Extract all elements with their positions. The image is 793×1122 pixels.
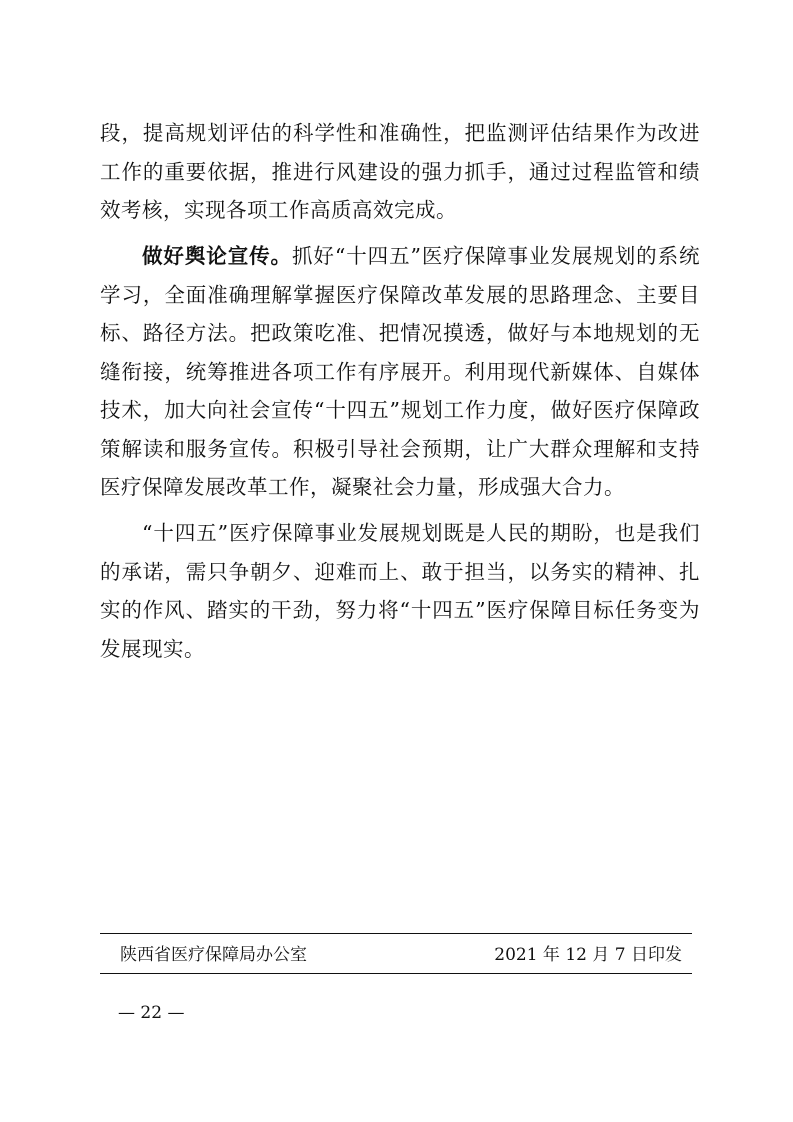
paragraph-closing: “十四五”医疗保障事业发展规划既是人民的期盼，也是我们的承诺，需只争朝夕、迎难而上、敢于担当，以务实的精神、扎实的作风、踏实的干劲，努力将“十四五”医疗保障目标任务变为发展现实。 <box>100 521 700 661</box>
page-number: — 22 — <box>118 1003 185 1023</box>
footer-issue-date: 2021 年 12 月 7 日印发 <box>494 945 682 965</box>
footer-issuance-line <box>120 943 682 967</box>
footer-issuer: 陕西省医疗保障局办公室 <box>120 945 307 965</box>
paragraph-continuation: 段，提高规划评估的科学性和准确性，把监测评估结果作为改进工作的重要依据，推进行风建设的强力抓手，通过过程监管和绩效考核，实现各项工作高质高效完成。 <box>100 121 700 222</box>
paragraph-public-opinion <box>100 237 700 507</box>
paragraph-lead-heading: 做好舆论宣传。 <box>142 244 292 268</box>
footer-bottom-rule <box>100 973 692 974</box>
footer-top-rule <box>100 933 692 934</box>
paragraph-body-text: 抓好“十四五”医疗保障事业发展规划的系统学习，全面准确理解掌握医疗保障改革发展的思路理念、主要目标、路径方法。把政策吃准、把情况摸透，做好与本地规划的无缝衔接，统筹推进各项工作有序展开。利用现代新媒体、自媒体技术，加大向社会宣传“十四五”规划工作力度，做好医疗保障政策解读和服务宣传。积极引导社会预期，让广大群众理解和支持医疗保障发展改革工作，凝聚社会力量，形成强大合力。 <box>100 244 701 499</box>
